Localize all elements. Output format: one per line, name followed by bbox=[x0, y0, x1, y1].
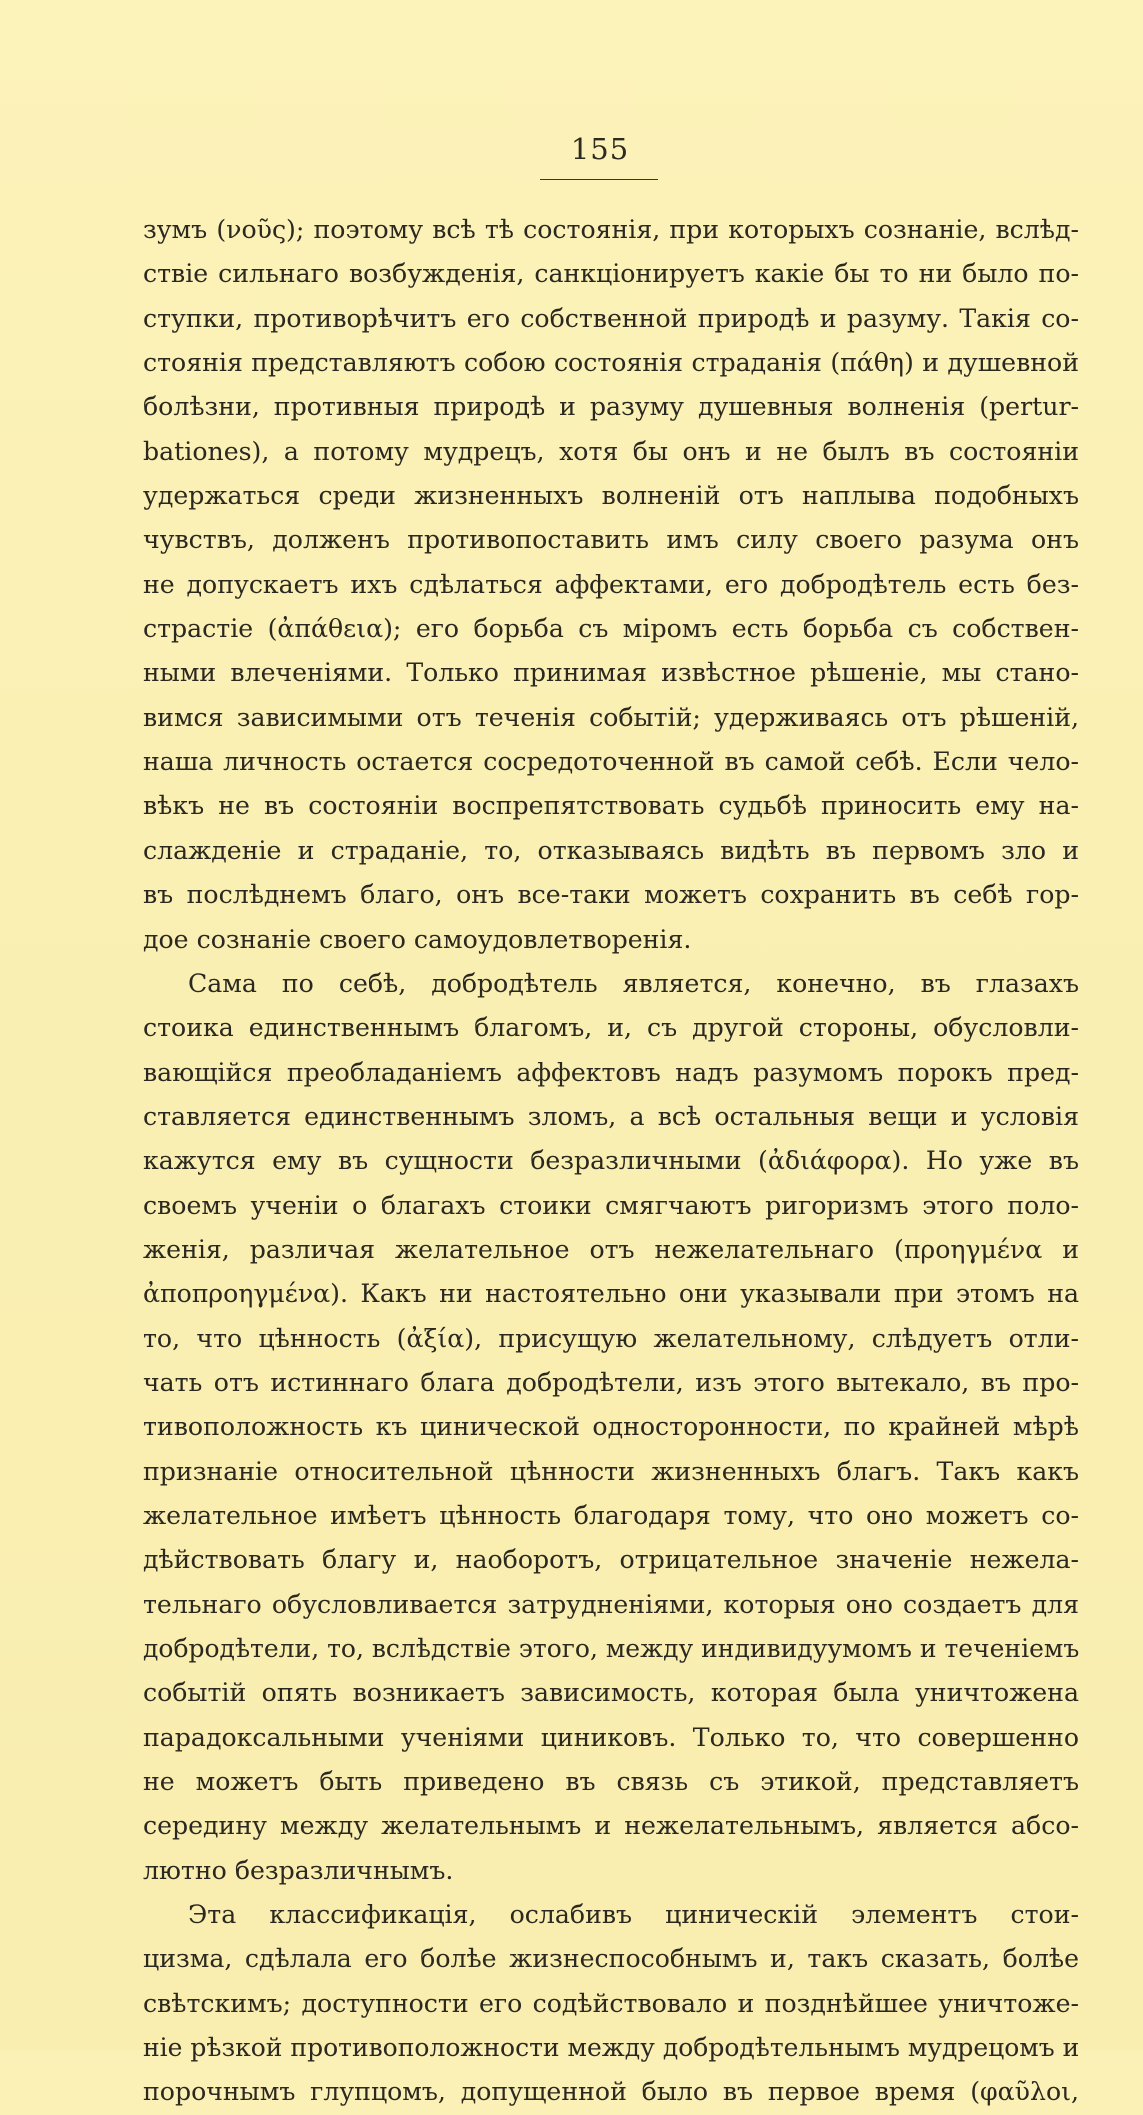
text-line: въ послѣднемъ благо, онъ все-таки можетъ сохранить въ себѣ гор- bbox=[143, 880, 1079, 910]
text-line: признаніе относительной цѣнности жизненныхъ благъ. Такъ какъ bbox=[143, 1456, 1079, 1486]
text-line: удержаться среди жизненныхъ волненій отъ наплыва подобныхъ bbox=[143, 481, 1079, 511]
text-line: болѣзни, противныя природѣ и разуму душевныя волненія (pertur- bbox=[143, 392, 1079, 422]
paragraph bbox=[143, 962, 1079, 1893]
text-line: кажутся ему въ сущности безразличными (ἀδιάφορα). Но уже въ bbox=[143, 1146, 1079, 1176]
text-line: середину между желательнымъ и нежелательнымъ, является абсо- bbox=[143, 1811, 1079, 1841]
text-line: лютно безразличнымъ. bbox=[143, 1855, 454, 1885]
text-line: вѣкъ не въ состояніи воспрепятствовать судьбѣ приносить ему на- bbox=[143, 791, 1079, 821]
text-line: ступки, противорѣчитъ его собственной природѣ и разуму. Такія со- bbox=[143, 303, 1079, 333]
text-line: не допускаетъ ихъ сдѣлаться аффектами, его добродѣтель есть без- bbox=[143, 569, 1079, 599]
text-line: ἀποπροηγμένα). Какъ ни настоятельно они указывали при этомъ на bbox=[143, 1279, 1079, 1309]
text-line: цизма, сдѣлала его болѣе жизнеспособнымъ и, такъ сказать, болѣе bbox=[143, 1944, 1079, 1974]
text-line: страстіе (ἀπάθεια); его борьба съ міромъ есть борьба съ собствен- bbox=[143, 614, 1079, 644]
text-line: дѣйствовать благу и, наоборотъ, отрицательное значеніе нежела- bbox=[143, 1545, 1079, 1575]
paragraph bbox=[143, 1893, 1079, 2115]
text-line: порочнымъ глупцомъ, допущенной было въ первое время (φαῦλοι, bbox=[143, 2077, 1079, 2107]
text-line: bationes), а потому мудрецъ, хотя бы онъ и не былъ въ состояніи bbox=[143, 436, 1079, 466]
text-line: ніе рѣзкой противоположности между добродѣтельнымъ мудрецомъ и bbox=[143, 2033, 1080, 2063]
text-line: своемъ ученіи о благахъ стоики смягчаютъ ригоризмъ этого поло- bbox=[143, 1190, 1079, 1220]
text-line: Сама по себѣ, добродѣтель является, конечно, въ глазахъ bbox=[188, 968, 1079, 998]
text-line: не можетъ быть приведено въ связь съ этикой, представляетъ bbox=[143, 1767, 1079, 1797]
paragraph bbox=[143, 208, 1079, 962]
page-number: 155 bbox=[570, 132, 630, 166]
text-line: стоянія представляютъ собою состоянія страданія (πάθη) и душевной bbox=[143, 348, 1079, 378]
text-line: добродѣтели, то, вслѣдствіе этого, между индивидуумомъ и теченіемъ bbox=[143, 1634, 1080, 1663]
text-line: женія, различая желательное отъ нежелательнаго (προηγμένα и bbox=[143, 1234, 1079, 1264]
text-line: чать отъ истиннаго блага добродѣтели, изъ этого вытекало, въ про- bbox=[143, 1367, 1079, 1397]
text-line: ными влеченіями. Только принимая извѣстное рѣшеніе, мы стано- bbox=[143, 658, 1079, 688]
text-line: Эта классификація, ослабивъ циническій элементъ стои- bbox=[188, 1900, 1079, 1930]
text-line: зумъ (νοῦς); поэтому всѣ тѣ состоянія, при которыхъ сознаніе, вслѣд- bbox=[143, 215, 1079, 244]
page-header bbox=[540, 132, 660, 166]
header-rule bbox=[540, 179, 658, 180]
text-line: тельнаго обусловливается затрудненіями, которыя оно создаетъ для bbox=[143, 1589, 1079, 1619]
text-line: то, что цѣнность (ἀξία), присущую желательному, слѣдуетъ отли- bbox=[143, 1323, 1079, 1353]
text-line: наша личность остается сосредоточенной въ самой себѣ. Если чело- bbox=[143, 747, 1079, 777]
text-line: событій опять возникаетъ зависимость, которая была уничтожена bbox=[143, 1678, 1079, 1708]
text-line: чувствъ, долженъ противопоставить имъ силу своего разума онъ bbox=[143, 525, 1079, 555]
text-line: ставляется единственнымъ зломъ, а всѣ остальныя вещи и условія bbox=[143, 1101, 1079, 1131]
text-line: желательное имѣетъ цѣнность благодаря тому, что оно можетъ со- bbox=[143, 1500, 1079, 1530]
text-line: вимся зависимыми отъ теченія событій; удерживаясь отъ рѣшеній, bbox=[143, 702, 1079, 732]
body-text bbox=[143, 208, 1079, 2115]
text-line: свѣтскимъ; доступности его содѣйствовало и позднѣйшее уничтоже- bbox=[143, 1988, 1079, 2018]
text-line: парадоксальными ученіями циниковъ. Только то, что совершенно bbox=[143, 1722, 1079, 1752]
text-line: тивоположность къ цинической односторонности, по крайней мѣрѣ bbox=[143, 1412, 1079, 1442]
text-line: вающійся преобладаніемъ аффектовъ надъ разумомъ порокъ пред- bbox=[143, 1057, 1079, 1087]
text-line: ствіе сильнаго возбужденія, санкціонируетъ какіе бы то ни было по- bbox=[143, 259, 1079, 289]
text-line: слажденіе и страданіе, то, отказываясь видѣть въ первомъ зло и bbox=[143, 835, 1079, 865]
text-line: дое сознаніе своего самоудовлетворенія. bbox=[143, 924, 692, 954]
text-line: стоика единственнымъ благомъ, и, съ другой стороны, обусловли- bbox=[143, 1013, 1079, 1043]
